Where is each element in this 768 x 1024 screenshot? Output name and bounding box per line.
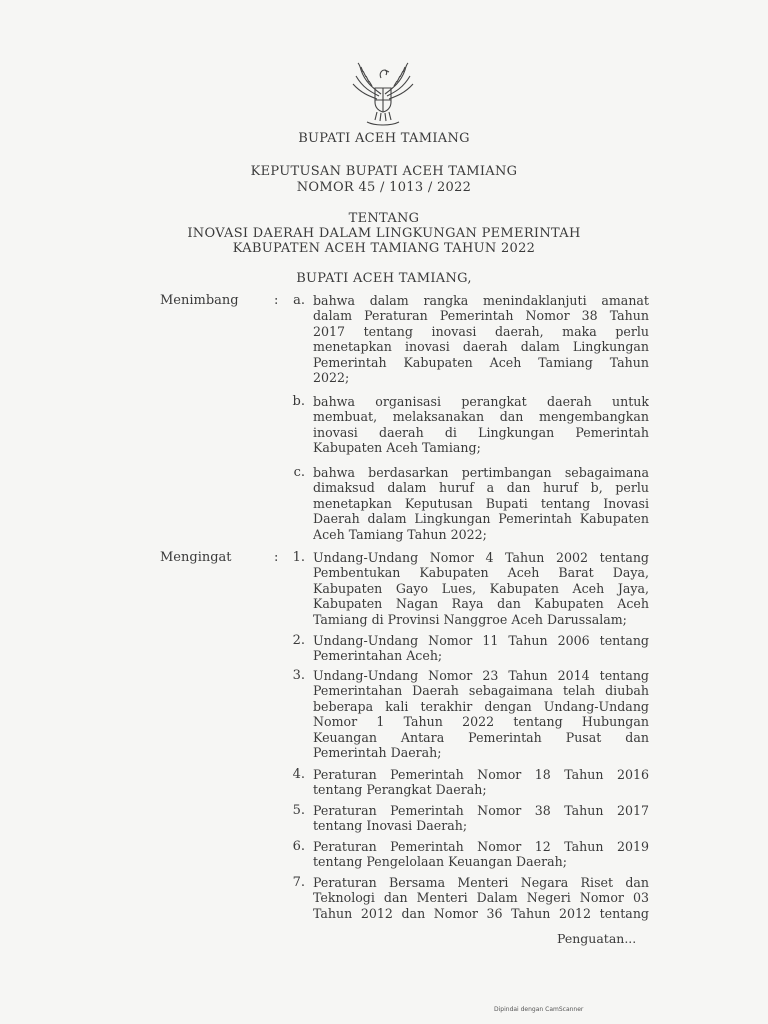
text-line: dalam Peraturan Pemerintah Nomor 38 Tahun	[313, 308, 649, 324]
text-line: inovasi daerah di Lingkungan Pemerintah	[313, 424, 649, 440]
official-title: BUPATI ACEH TAMIANG	[298, 131, 470, 146]
mengingat-item-4	[313, 767, 649, 798]
text-line: Undang-Undang Nomor 4 Tahun 2002 tentang	[313, 550, 649, 565]
text-line: Aceh Tamiang Tahun 2022;	[313, 526, 487, 542]
text-line: Pemerintah Daerah;	[313, 745, 442, 761]
mengingat-item-2	[313, 633, 649, 664]
issuer-line: BUPATI ACEH TAMIANG,	[296, 271, 472, 286]
text-line: Peraturan Pemerintah Nomor 38 Tahun 2017	[313, 803, 649, 818]
item-marker: 1.	[292, 550, 305, 565]
text-line: Nomor 1 Tahun 2022 tentang Hubungan	[313, 714, 649, 730]
text-line: Keuangan Antara Pemerintah Pusat dan	[313, 729, 649, 745]
text-line: Pemerintahan Daerah sebagaimana telah diubah	[313, 683, 649, 699]
decree-number: NOMOR 45 / 1013 / 2022	[296, 180, 472, 195]
text-line: Peraturan Bersama Menteri Negara Riset dan	[313, 875, 649, 890]
mengingat-item-7	[313, 875, 649, 921]
menimbang-colon: :	[274, 293, 279, 308]
text-line: Pemerintah Kabupaten Aceh Tamiang Tahun	[313, 354, 649, 370]
text-line: Pembentukan Kabupaten Aceh Barat Daya,	[313, 565, 649, 581]
text-line: menetapkan inovasi daerah dalam Lingkungan	[313, 339, 649, 355]
item-marker: 5.	[292, 803, 305, 818]
item-marker: 4.	[292, 767, 305, 782]
text-line: dimaksud dalam huruf a dan huruf b, perlu	[313, 480, 649, 496]
text-line: bahwa berdasarkan pertimbangan sebagaimana	[313, 465, 649, 480]
text-line: 2017 tentang inovasi daerah, maka perlu	[313, 323, 649, 339]
mengingat-item-3	[313, 668, 649, 760]
text-line: bahwa dalam rangka menindaklanjuti amanat	[313, 293, 649, 308]
menimbang-item-a	[313, 293, 649, 385]
subject-line: INOVASI DAERAH DALAM LINGKUNGAN PEMERINTAH	[187, 226, 581, 241]
text-line: beberapa kali terakhir dengan Undang-Undang	[313, 698, 649, 714]
mengingat-colon: :	[274, 550, 279, 565]
text-line: Tamiang di Provinsi Nanggroe Aceh Darussalam;	[313, 611, 627, 627]
menimbang-item-c	[313, 465, 649, 542]
text-line: tentang Pengelolaan Keuangan Daerah;	[313, 854, 568, 870]
menimbang-item-b	[313, 394, 649, 456]
text-line: 2022;	[313, 370, 350, 386]
text-line: Tahun 2012 dan Nomor 36 Tahun 2012 tentang	[313, 905, 649, 921]
text-line: Kabupaten Nagan Raya dan Kabupaten Aceh	[313, 596, 649, 612]
text-line: Undang-Undang Nomor 11 Tahun 2006 tentang	[313, 633, 649, 648]
subject-block	[0, 211, 768, 256]
mengingat-item-5	[313, 803, 649, 834]
mengingat-item-1	[313, 550, 649, 627]
text-line: tentang Inovasi Daerah;	[313, 818, 468, 834]
item-marker: 2.	[292, 633, 305, 648]
text-line: Daerah dalam Lingkungan Pemerintah Kabupaten	[313, 511, 649, 527]
text-line: Peraturan Pemerintah Nomor 12 Tahun 2019	[313, 839, 649, 854]
text-line: Kabupaten Aceh Tamiang;	[313, 440, 481, 456]
item-marker: 3.	[292, 668, 305, 683]
text-line: bahwa organisasi perangkat daerah untuk	[313, 394, 649, 409]
text-line: membuat, melaksanakan dan mengembangkan	[313, 409, 649, 425]
text-line: Peraturan Pemerintah Nomor 18 Tahun 2016	[313, 767, 649, 782]
text-line: Teknologi dan Menteri Dalam Negeri Nomor 03	[313, 890, 649, 906]
garuda-emblem-icon	[341, 58, 425, 128]
item-marker: 6.	[292, 839, 305, 854]
mengingat-label: Mengingat	[160, 550, 232, 565]
text-line: menetapkan Keputusan Bupati tentang Inovasi	[313, 495, 649, 511]
scanner-watermark: Dipindai dengan CamScanner	[494, 1006, 584, 1013]
text-line: Undang-Undang Nomor 23 Tahun 2014 tentang	[313, 668, 649, 683]
text-line: tentang Perangkat Daerah;	[313, 782, 487, 798]
about-label: TENTANG	[348, 211, 420, 226]
next-page-catchword: Penguatan...	[557, 931, 637, 946]
decree-title: KEPUTUSAN BUPATI ACEH TAMIANG	[250, 164, 518, 179]
decree-heading	[0, 164, 768, 196]
item-marker: c.	[293, 465, 305, 480]
menimbang-label: Menimbang	[160, 293, 239, 308]
item-marker: b.	[292, 394, 305, 409]
mengingat-item-6	[313, 839, 649, 870]
item-marker: 7.	[292, 875, 305, 890]
text-line: Kabupaten Gayo Lues, Kabupaten Aceh Jaya,	[313, 580, 649, 596]
item-marker: a.	[293, 293, 305, 308]
text-line: Pemerintahan Aceh;	[313, 648, 443, 664]
subject-line: KABUPATEN ACEH TAMIANG TAHUN 2022	[232, 241, 536, 256]
